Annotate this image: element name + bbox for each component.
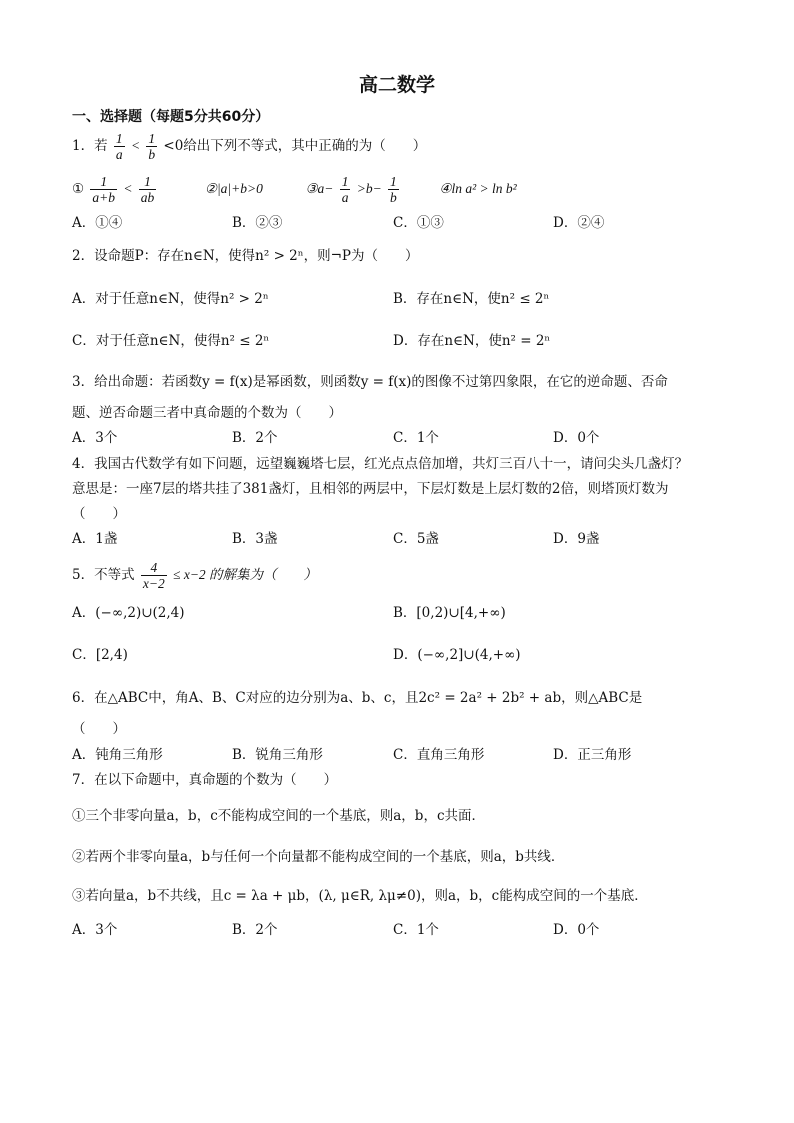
q6-option-a[interactable]: A．钝角三角形 [72,747,163,763]
q4-option-d[interactable]: D．9盏 [553,531,600,547]
q5-suffix: ≤ x−2 的解集为（ ） [173,567,318,582]
fraction-1-over-b: $\frac{1}{b}$ [148,131,156,162]
question-1-items [72,174,517,205]
question-3-stem-line1: 3．给出命题：若函数y = f(x)是幂函数，则函数y = f(x)的图像不过第四象限，在它的逆命题、否命 [72,374,668,390]
question-1-stem [72,131,426,162]
question-4-stem-line1: 4．我国古代数学有如下问题，远望巍巍塔七层，红光点点倍加增，共灯三百八十一，请问尖头几盏灯？ [72,456,689,472]
fraction-1-over-b: $\frac{1}{b}$ [390,174,397,205]
q1-option-b[interactable]: B．②③ [232,215,283,231]
section-heading: 一、选择题（每题5分共60分） [72,109,270,125]
q7-option-b[interactable]: B．2个 [232,922,278,938]
q2-option-d[interactable]: D．存在n∈N，使n² = 2ⁿ [393,333,551,349]
item-1-mark: ① [72,181,85,197]
q1-condition: <0给出下列不等式，其中正确的为（ ） [163,138,427,154]
q6-option-b[interactable]: B．锐角三角形 [232,747,323,763]
q3-option-a[interactable]: A．3个 [72,430,118,446]
q1-option-c[interactable]: C．①③ [393,215,444,231]
question-2-stem: 2．设命题P：存在n∈N，使得n² > 2ⁿ，则¬P为（ ） [72,248,419,264]
item-3-middle: >b− [356,181,382,196]
question-3-stem-line2: 题、逆否命题三者中真命题的个数为（ ） [72,405,342,421]
q5-option-d[interactable]: D．(−∞,2]∪(4,+∞) [393,647,521,663]
q3-option-b[interactable]: B．2个 [232,430,278,446]
q6-option-c[interactable]: C．直角三角形 [393,747,485,763]
question-4-stem-line2: 意思是：一座7层的塔共挂了381盏灯，且相邻的两层中，下层灯数是上层灯数的2倍，则塔顶灯数为 [72,481,669,497]
q7-statement-3: ③若向量a，b不共线，且c = λa + μb，(λ, μ∈R, λμ≠0)，则a，b，c能构成空间的一个基底． [72,888,648,904]
fraction-1-over-a-plus-b: $\frac{1}{a+b}$ [92,174,116,205]
q5-option-c[interactable]: C．[2,4) [72,647,128,663]
q1-option-a[interactable]: A．①④ [72,215,123,231]
less-than: < [130,138,141,153]
q7-statement-2: ②若两个非零向量a，b与任何一个向量都不能构成空间的一个基底，则a，b共线． [72,849,565,865]
fraction-1-over-a: $\frac{1}{a}$ [115,131,123,162]
q1-prefix: 1．若 [72,138,108,154]
q5-option-b[interactable]: B．[0,2)∪[4,+∞) [393,605,506,621]
question-5-stem [72,560,317,591]
q7-option-c[interactable]: C．1个 [393,922,439,938]
item-2: ②|a|+b>0 [204,181,263,196]
q2-option-b[interactable]: B．存在n∈N，使n² ≤ 2ⁿ [393,291,550,307]
q3-option-c[interactable]: C．1个 [393,430,439,446]
page-title: 高二数学 [358,74,435,96]
q7-option-a[interactable]: A．3个 [72,922,118,938]
less-than: < [123,181,133,196]
fraction-4-over-x-minus-2: $\frac{4}{x-2}$ [142,560,165,591]
q4-option-c[interactable]: C．5盏 [393,531,439,547]
question-6-stem-line2: （ ） [72,721,126,737]
item-3-prefix: ③a− [305,181,334,196]
q5-option-a[interactable]: A．(−∞,2)∪(2,4) [72,605,185,621]
question-6-stem-line1: 6．在△ABC中，角A、B、C对应的边分别为a、b、c，且2c² = 2a² + 2b² + ab，则△ABC是 [72,690,643,706]
q2-option-c[interactable]: C．对于任意n∈N，使得n² ≤ 2ⁿ [72,333,270,349]
fraction-1-over-a: $\frac{1}{a}$ [341,174,349,205]
fraction-1-over-ab: $\frac{1}{ab}$ [140,174,155,205]
q5-prefix: 5．不等式 [72,567,135,583]
q6-option-d[interactable]: D．正三角形 [553,747,632,763]
q3-option-d[interactable]: D．0个 [553,430,600,446]
question-4-stem-line3: （ ） [72,506,126,522]
q4-option-a[interactable]: A．1盏 [72,531,118,547]
q4-option-b[interactable]: B．3盏 [232,531,278,547]
q7-option-d[interactable]: D．0个 [553,922,600,938]
item-4: ④ln a² > ln b² [439,181,517,196]
question-7-stem: 7．在以下命题中，真命题的个数为（ ） [72,772,338,788]
q1-option-d[interactable]: D．②④ [553,215,605,231]
q2-option-a[interactable]: A．对于任意n∈N，使得n² > 2ⁿ [72,291,269,307]
q7-statement-1: ①三个非零向量a，b，c不能构成空间的一个基底，则a，b，c共面． [72,808,486,824]
